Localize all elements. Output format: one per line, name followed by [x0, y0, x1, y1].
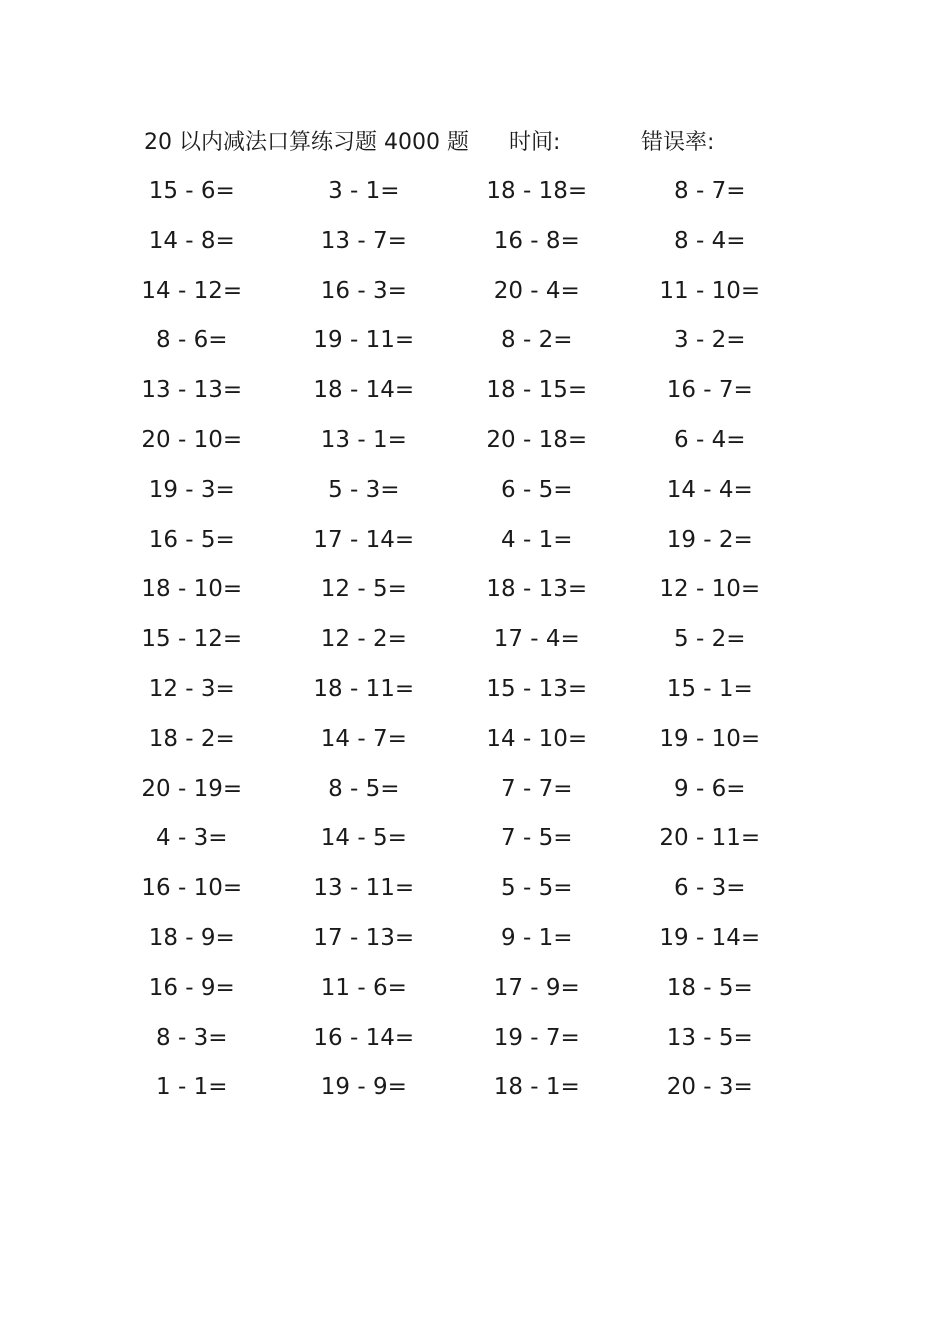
problem-row: [130, 667, 820, 717]
subtraction-problem: 16 - 5=: [148, 526, 235, 553]
subtraction-problem: 20 - 10=: [141, 426, 243, 453]
subtraction-problem: 17 - 4=: [493, 626, 580, 653]
subtraction-problem: 13 - 7=: [320, 227, 407, 254]
error-rate-label: 错误率:: [641, 130, 715, 155]
subtraction-problem: 20 - 19=: [141, 775, 243, 802]
problem-row: [130, 518, 820, 568]
problem-row: [130, 1016, 820, 1066]
worksheet-header: [144, 126, 804, 160]
subtraction-problem: 12 - 2=: [320, 626, 407, 653]
subtraction-problem: 15 - 6=: [148, 178, 235, 204]
problem-row: [130, 866, 820, 916]
subtraction-problem: 16 - 7=: [666, 377, 753, 404]
subtraction-problem: 14 - 10=: [486, 725, 588, 752]
subtraction-problem: 5 - 2=: [674, 626, 746, 653]
subtraction-problem: 5 - 3=: [328, 476, 400, 503]
subtraction-problem: 19 - 11=: [313, 327, 415, 354]
problem-row: [130, 368, 820, 418]
subtraction-problem: 11 - 6=: [320, 974, 407, 1001]
subtraction-problem: 20 - 3=: [666, 1074, 753, 1101]
subtraction-problem: 18 - 9=: [148, 924, 235, 951]
subtraction-problem: 8 - 4=: [674, 227, 746, 254]
subtraction-problem: 8 - 3=: [156, 1024, 228, 1051]
subtraction-problem: 16 - 10=: [141, 875, 243, 902]
time-label: 时间:: [509, 130, 561, 155]
subtraction-problem: 13 - 11=: [313, 875, 415, 902]
subtraction-problem: 13 - 13=: [141, 377, 243, 404]
subtraction-problem: 8 - 6=: [156, 327, 228, 354]
subtraction-problem: 18 - 18=: [486, 178, 588, 204]
subtraction-problem: 14 - 4=: [666, 476, 753, 503]
subtraction-problem: 19 - 3=: [148, 476, 235, 503]
subtraction-problem: 1 - 1=: [156, 1074, 228, 1101]
subtraction-problem: 18 - 1=: [493, 1074, 580, 1101]
problem-row: [130, 219, 820, 269]
subtraction-problem: 14 - 5=: [320, 825, 407, 852]
subtraction-problem: 18 - 2=: [148, 725, 235, 752]
subtraction-problem: 14 - 8=: [148, 227, 235, 254]
subtraction-problem: 4 - 1=: [501, 526, 573, 553]
problem-row: [130, 966, 820, 1016]
subtraction-problem: 18 - 15=: [486, 377, 588, 404]
subtraction-problem: 19 - 7=: [493, 1024, 580, 1051]
subtraction-problem: 11 - 10=: [659, 277, 761, 304]
problem-row: [130, 717, 820, 767]
problem-grid: [130, 169, 820, 1115]
subtraction-problem: 18 - 5=: [666, 974, 753, 1001]
subtraction-problem: 16 - 14=: [313, 1024, 415, 1051]
subtraction-problem: 4 - 3=: [156, 825, 228, 852]
subtraction-problem: 15 - 1=: [666, 675, 753, 702]
problem-row: [130, 1065, 820, 1115]
worksheet-title: 20 以内减法口算练习题 4000 题: [144, 130, 469, 155]
subtraction-problem: 19 - 9=: [320, 1074, 407, 1101]
subtraction-problem: 18 - 14=: [313, 377, 415, 404]
problem-row: [130, 169, 820, 219]
problem-row: [130, 269, 820, 319]
subtraction-problem: 5 - 5=: [501, 875, 573, 902]
subtraction-problem: 17 - 9=: [493, 974, 580, 1001]
subtraction-problem: 8 - 5=: [328, 775, 400, 802]
subtraction-problem: 16 - 9=: [148, 974, 235, 1001]
problem-row: [130, 468, 820, 518]
subtraction-problem: 19 - 10=: [659, 725, 761, 752]
subtraction-problem: 7 - 5=: [501, 825, 573, 852]
subtraction-problem: 19 - 2=: [666, 526, 753, 553]
problem-row: [130, 617, 820, 667]
subtraction-problem: 15 - 13=: [486, 675, 588, 702]
subtraction-problem: 13 - 1=: [320, 426, 407, 453]
problem-row: [130, 816, 820, 866]
subtraction-problem: 8 - 7=: [674, 178, 746, 204]
subtraction-problem: 18 - 11=: [313, 675, 415, 702]
subtraction-problem: 17 - 13=: [313, 924, 415, 951]
subtraction-problem: 19 - 14=: [659, 924, 761, 951]
subtraction-problem: 6 - 3=: [674, 875, 746, 902]
problem-row: [130, 916, 820, 966]
subtraction-problem: 20 - 4=: [493, 277, 580, 304]
subtraction-problem: 15 - 12=: [141, 626, 243, 653]
subtraction-problem: 20 - 18=: [486, 426, 588, 453]
subtraction-problem: 8 - 2=: [501, 327, 573, 354]
problem-row: [130, 318, 820, 368]
subtraction-problem: 6 - 5=: [501, 476, 573, 503]
subtraction-problem: 3 - 1=: [328, 178, 400, 204]
subtraction-problem: 18 - 10=: [141, 576, 243, 603]
problem-row: [130, 567, 820, 617]
subtraction-problem: 14 - 12=: [141, 277, 243, 304]
problem-row: [130, 767, 820, 817]
subtraction-problem: 12 - 5=: [320, 576, 407, 603]
subtraction-problem: 13 - 5=: [666, 1024, 753, 1051]
subtraction-problem: 14 - 7=: [320, 725, 407, 752]
subtraction-problem: 9 - 1=: [501, 924, 573, 951]
subtraction-problem: 12 - 10=: [659, 576, 761, 603]
subtraction-problem: 3 - 2=: [674, 327, 746, 354]
subtraction-problem: 16 - 3=: [320, 277, 407, 304]
problem-row: [130, 418, 820, 468]
subtraction-problem: 7 - 7=: [501, 775, 573, 802]
subtraction-problem: 9 - 6=: [674, 775, 746, 802]
subtraction-problem: 18 - 13=: [486, 576, 588, 603]
subtraction-problem: 17 - 14=: [313, 526, 415, 553]
subtraction-problem: 16 - 8=: [493, 227, 580, 254]
subtraction-problem: 20 - 11=: [659, 825, 761, 852]
subtraction-problem: 12 - 3=: [148, 675, 235, 702]
subtraction-problem: 6 - 4=: [674, 426, 746, 453]
